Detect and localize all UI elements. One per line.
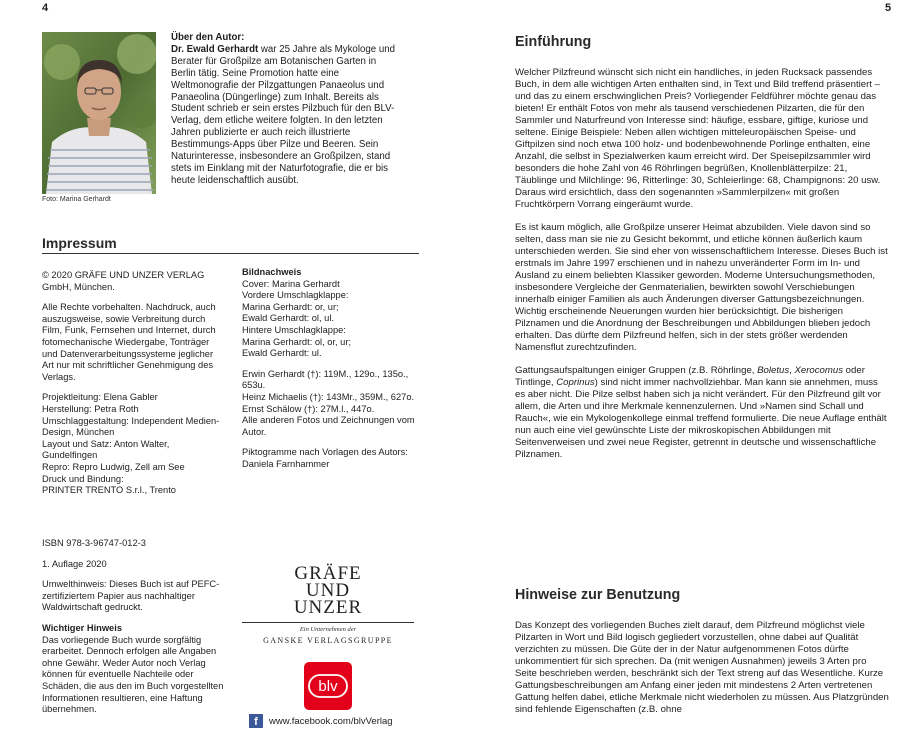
- credit-line: Herstellung: Petra Roth: [42, 403, 139, 414]
- author-photo: [42, 32, 156, 194]
- credit-line: Projektleitung: Elena Gabler: [42, 392, 158, 403]
- usage-paragraph-1: Das Konzept des vorliegenden Buches zielt darauf, dem Pilzfreund möglichst viele Pilzarten in Wort und Bild logisch gegliedert vorzustellen, ohne dabei auf Qualität verzichten zu müssen. Die Güte der in der Natur aufgenommenen Fotos dürfte unkommentiert für sich sprechen. Da (mit wenigen Ausnahmen) jeweils 3 Arten pro Seite beschrieben werden, beschränkt sich der Text streng auf das Wesentliche. Kurze Gattungsbeschreibungen am Anfang einer jeden mit mindestens 2 Arten vertretenen Gattung helfen dabei, etliche Merkmale nicht wiederholen zu müssen. Aus Platzgründen sind fehlende Eigenschaften (z.B. ohne: [515, 620, 889, 715]
- intro-body: [515, 67, 890, 472]
- picture-credits-title: Bildnachweis: [242, 267, 302, 277]
- facebook-link[interactable]: [249, 714, 393, 728]
- edition: 1. Auflage 2020: [42, 558, 107, 569]
- copyright: © 2020 GRÄFE UND UNZER VERLAG GmbH, München.: [42, 270, 205, 292]
- usage-title: Hinweise zur Benutzung: [515, 587, 681, 603]
- usage-body: [515, 620, 890, 727]
- credit-line: Repro: Repro Ludwig, Zell am See: [42, 461, 185, 472]
- publisher-logo: [242, 565, 414, 645]
- picture-credit: Marina Gerhardt: or, ur;: [242, 301, 339, 312]
- rights-notice: Alle Rechte vorbehalten. Nachdruck, auch auszugsweise, sowie Verbreitung durch Film, Funk, Fernsehen und Internet, durch fotomechanische Wiedergabe, Tonträger und Datenverarbeitungssysteme jeglicher Art nur mit schriftlicher Genehmigung des Verlags.: [42, 302, 216, 382]
- about-text: war 25 Jahre als Mykologe und Berater für Großpilze am Botanischen Garten in Berlin tätig. Seine Promotion hatte eine Weltmonografie der Pilzgattungen Panaeolus und Panaeolina (Düngerlinge) zum Inhalt. Bereits als Student schrieb er sein erstes Pilzbuch für den BLV-Verlag, dem etliche weitere folgten. In den letzten Jahren publizierte er auch reich illustrierte Bestimmungs-Apps über Pilze und Beeren. Sein Naturinteresse, insbesondere an Großpilzen, stand stets im Einklang mit der Naturfotografie, die er bis heute leidenschaftlich ausübt.: [171, 43, 395, 186]
- intro-paragraph-3: Gattungsaufspaltungen einiger Gruppen (z.B. Röhrlinge, Boletus, Xerocomus oder Tintlinge, Coprinus) sind nicht immer nachvollziehbar. Man kann sie annehmen, muss es aber nicht. Die Pilze selbst haben sich ja nicht verändert. Für den Pilzfreund gilt vor allem, die Arten und ihre Merkmale kennenzulernen. Und »Namen sind Schall und Rauch«, wie ein Mykologenkollege einmal treffend formulierte. Die neue Auflage enthält nun auch eine viel gewünschte Liste der mikroskopischen Abbildungen mit Seitenverweisen und zwei neue Register, getrennt in deutsche und wissenschaftliche Pilznamen.: [515, 365, 887, 460]
- picture-credit: Erwin Gerhardt (†): 119M., 129o., 135o., 653u.: [242, 368, 409, 391]
- impressum-title: Impressum: [42, 235, 419, 254]
- logo-subtitle: Ein Unternehmen der: [299, 626, 357, 633]
- logo-line-3: UNZER: [293, 597, 363, 618]
- environment-note: Umwelthinweis: Dieses Buch ist auf PEFC-zertifiziertem Papier aus nachhaltiger Waldwirtschaft gedruckt.: [42, 579, 220, 613]
- impressum-column-1-lower: [42, 538, 224, 716]
- author-name: Dr. Ewald Gerhardt: [171, 43, 259, 55]
- intro-paragraph-2: Es ist kaum möglich, alle Großpilze unserer Heimat abzubilden. Viele davon sind so selten, dass man sie nie zu Gesicht bekommt, und etliche können äußerlich kaum unterschieden werden. Sie sind eher von wissenschaftlichem Interesse. Dieses Buch ist erstmals im Jahre 1997 erschienen und in nahezu unveränderter Form im In- und Ausland zu einem beliebten Klassiker geworden. Moderne Untersuchungsmethoden, insbesondere Vergleiche der Genmaterialien, bewirkten sowohl Verschiebungen innerhalb einiger Familien als auch Änderungen diverser Gattungsbezeichnungen. Wichtig erscheinende Neuerungen wurden hier berücksichtigt. Die bisherigen Pilznamen und die Anordnung der Beschreibungen und Abbildungen blieben jedoch erhalten. Das dürfte dem Pilzfreund helfen, sich in der stets größer werdenden Namensflut zurechtzufinden.: [515, 222, 888, 353]
- intro-paragraph-1: Welcher Pilzfreund wünscht sich nicht ein handliches, in jeden Rucksack passendes Buch, in dem alle wichtigen Arten enthalten sind, in Text und Bild treffend präsentiert – und das zu einem erschwinglichen Preis? Vorliegender Feldführer möchte genau das bieten! Er enthält Fotos von mehr als tausend verschiedenen Pilzarten, die für den Sammler und Naturfreund von Interesse sind: häufige, essbare, giftige, kuriose und seltene. Einige Beispiele: Neben allen wichtigen mitteleuropäischen Speise- und Giftpilzen sind noch etwa 100 holz- und bodenbewohnende Porlinge enthalten, eine Anzahl, die selbst in Spezialwerken kaum erreicht wird. Der Speisepilzsammler wird besonders die hohe Zahl von 46 Röhrlingen begrüßen, Knollenblätterpilze: 21, Täublinge und Milchlinge: 96, Ritterlinge: 30, Schleierlinge: 68, Champignons: 20 usw. Daraus wird ersichtlich, dass den sogenannten »Sammlerpilzen« mit großen Fruchtkörpern Vorrang eingeräumt wurde.: [515, 67, 881, 210]
- picture-credit: Cover: Marina Gerhardt: [242, 278, 340, 289]
- about-author: [171, 32, 401, 187]
- picture-credit: Vordere Umschlagklappe:: [242, 290, 349, 301]
- page-number-left: 4: [42, 2, 49, 14]
- facebook-icon: f: [249, 714, 263, 728]
- picture-credit: Ernst Schälow (†): 27M.l., 447o.: [242, 403, 375, 414]
- intro-title: Einführung: [515, 34, 592, 50]
- impressum-column-1: [42, 270, 224, 497]
- publisher-group: GANSKE VERLAGSGRUPPE: [263, 636, 393, 645]
- warning-title: Wichtiger Hinweis: [42, 622, 122, 633]
- picture-credit: Heinz Michaelis (†): 143Mr., 359M., 627o.: [242, 391, 415, 402]
- picture-credit: Ewald Gerhardt: ol, ul.: [242, 313, 334, 324]
- credit-line: PRINTER TRENTO S.r.l., Trento: [42, 485, 176, 496]
- credit-line: Druck und Bindung:: [42, 473, 124, 484]
- blv-logo: [304, 662, 352, 710]
- logo-line-2: UND: [305, 580, 351, 601]
- picture-credit: Marina Gerhardt: ol, or, ur;: [242, 336, 352, 347]
- picture-credit: Hintere Umschlagklappe:: [242, 324, 346, 335]
- picture-credit: Alle anderen Fotos und Zeichnungen vom Autor.: [242, 415, 415, 437]
- picture-credit: Ewald Gerhardt: ul.: [242, 348, 322, 359]
- logo-line-1: GRÄFE: [294, 563, 362, 584]
- logo-divider: [242, 622, 414, 623]
- blv-logo-text: blv: [318, 678, 338, 695]
- photo-credit: Foto: Marina Gerhardt: [42, 196, 111, 203]
- page-number-right: 5: [885, 2, 892, 14]
- credit-line: Layout und Satz: Anton Walter, Gundelfingen: [42, 438, 170, 461]
- facebook-url: www.facebook.com/blvVerlag: [269, 715, 393, 727]
- credit-line: Umschlaggestaltung: Independent Medien-Design, München: [42, 415, 220, 438]
- about-heading: Über den Autor:: [171, 32, 245, 43]
- pictogram-credit: Piktogramme nach Vorlagen des Autors: Daniela Farnhammer: [242, 447, 408, 469]
- warning-text: Das vorliegende Buch wurde sorgfältig erarbeitet. Dennoch erfolgen alle Angaben ohne Gewähr. Weder Autor noch Verlag können für eventuelle Nachteile oder Schäden, die aus den im Buch vorgestellten Informationen resultieren, eine Haftung übernehmen.: [42, 634, 224, 715]
- impressum-column-2: [242, 267, 420, 471]
- isbn: ISBN 978-3-96747-012-3: [42, 538, 146, 548]
